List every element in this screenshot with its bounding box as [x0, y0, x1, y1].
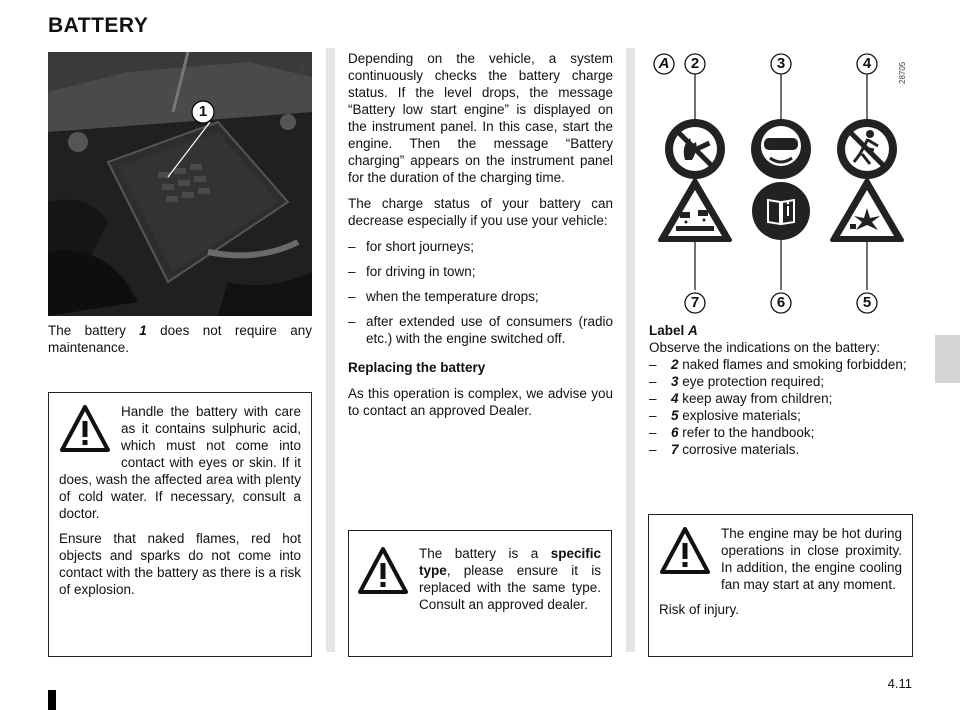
diagram-reference: 28705: [898, 61, 907, 84]
warning-text: The engine may be hot during operations in close proximity. In addition, the engine cooling fan may start at any moment.: [721, 526, 902, 592]
battery-label-diagram: [648, 50, 913, 318]
charge-status-text: Depending on the vehicle, a system continuously checks the battery charge status. If the level drops, the message “Battery low start engine” is displayed on the instrument panel. In this case, start the engine. Then the message “Battery charging” appears on the instrument panel for the duration of the charging time. The charge status of your battery can decrease especially if you use your vehicle: – for short journeys; – for driving in town; – when the temperature drops; – after extended use of consumers (radio etc.) with the engine switched off. Replacing the battery As this operation is complex, we advise you to contact an approved Dealer.: [348, 51, 613, 418]
engine-bay-photo: [48, 52, 312, 316]
corrosive-icon: [660, 180, 730, 240]
page-number: 4.11: [887, 676, 912, 691]
warning-text: Handle the battery with care as it contains sulphuric acid, which must not come into contact with eyes or skin. If it does, wash the affected area with plenty of cold water. If necessary, consult a doctor.: [59, 404, 301, 521]
crop-mark: [48, 690, 56, 710]
column-separator: [626, 48, 635, 652]
hot-engine-warning-box: [648, 514, 913, 657]
diagram-number: 3: [776, 55, 786, 72]
list-item: – 3 eye protection required;: [649, 374, 825, 389]
list-item: – 6 refer to the handbook;: [649, 425, 815, 440]
list-item: – 7 corrosive materials.: [649, 442, 800, 457]
label-legend: Label A Observe the indications on the battery: – 2 naked flames and smoking forbidden; – 3 eye protection required; – 4 keep away from children; – 5 explosive materials; – 6 refer to the handbook; – 7 corrosive materials.: [649, 322, 913, 458]
label-letter: A: [658, 55, 670, 72]
list-item: – 5 explosive materials;: [649, 408, 801, 423]
eye-protection-icon: [751, 119, 811, 179]
diagram-number: 7: [690, 294, 700, 311]
list-item: after extended use of consumers (radio etc.) with the engine switched off.: [366, 314, 613, 346]
battery-type-warning-box: The battery is a specific type, please ensure it is replaced with the same type. Consult an approved dealer.: [348, 530, 612, 657]
no-flame-icon: [665, 119, 725, 179]
column-separator: [326, 48, 335, 652]
diagram-number: 5: [862, 294, 872, 311]
page-title: BATTERY: [48, 14, 149, 37]
keep-away-children-icon: [837, 119, 897, 179]
list-item: for short journeys;: [366, 239, 475, 254]
list-item: for driving in town;: [366, 264, 476, 279]
list-item: when the temperature drops;: [366, 289, 539, 304]
callout-number: 1: [198, 103, 208, 120]
warning-triangle-icon: [357, 545, 409, 597]
list-item: – 2 naked flames and smoking forbidden;: [649, 357, 907, 372]
section-tab: [935, 335, 960, 383]
warning-text: Ensure that naked flames, red hot objects and sparks do not come into contact with the battery as there is a risk of explosion.: [59, 531, 301, 597]
diagram-number: 4: [862, 55, 872, 72]
photo-reference: 28446: [297, 61, 306, 84]
diagram-number: 2: [690, 55, 700, 72]
warning-text: Risk of injury.: [659, 602, 740, 617]
handbook-icon: [752, 182, 810, 240]
section-heading: Replacing the battery: [348, 360, 486, 375]
acid-warning-box: [48, 392, 312, 657]
warning-triangle-icon: [59, 403, 111, 455]
warning-triangle-icon: [659, 525, 711, 577]
explosive-icon: [832, 180, 902, 240]
diagram-number: 6: [776, 294, 786, 311]
list-item: – 4 keep away from children;: [649, 391, 833, 406]
battery-caption: The battery 1 does not require any maintenance.: [48, 323, 312, 355]
